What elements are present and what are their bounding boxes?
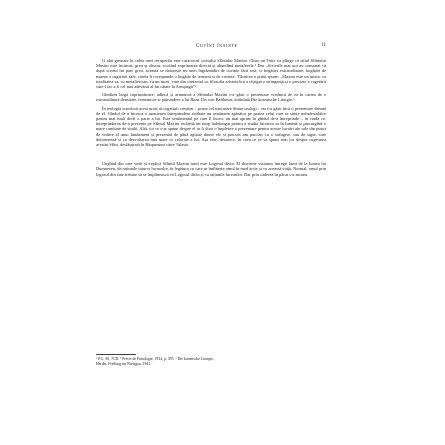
body-text bbox=[96, 58, 326, 177]
paragraph-2: Gîndirea largă cuprinzătoare, adîncă și armonică a Sfîntului Maxim s-a găsit o prezentare vrednică de ea în cartea de o extraordinară densitate, temeinicie și pătrundere a lui Hans Urs von Balthasar, intitulată Die kosmische Liturgie.³ bbox=[96, 92, 326, 103]
footnotes bbox=[96, 354, 326, 366]
paragraph-4: Unghiul din care vede și explică Sfîntul Maxim totul este Logosul divin. El discerne viziunea întregii lumi de la lumea lui Dumnezeu, de rațiunile tuturor lucrurilor, în legătura cu care se întîlnește omul în mod activ și cu această viață. Normal, omul prin logosul din sine trebuie să se împlinească cu Logosul divin și cu rațiunile lucrurilor. Dar prin căderea în păcat s-a ascuns bbox=[96, 161, 326, 177]
page-number: 11 bbox=[321, 43, 326, 48]
footnote-line-1: ¹ P.G. 90, 7CD. ² Précis de Patrologie, 1934, p. 395. ³ Die kosmische Liturgie, bbox=[96, 357, 214, 361]
paragraph-1: O altă greutate în calea unei recuperări este caracterul scrisului Sfîntului Maxim. Chiar un Fotie va plînge că stilul Sfîntului Maxim este încărcat, greu și obscur, ocolind exprimarea directă și abundînd metaforele.¹ Dar „Scrierile mai noi au constatat că după scrisul lui pare greu, aceasta se datorește nu unei îngrămădiri de cuvinte fără rost, ci bogăției extraordinare, bogăției de nuanțe a cugetării sale, căreia îi corespunde o bogăție de termeni și de cuvinte. Tîlcuirea o putut spune: „Maxim este un mistic cu totalitatea sa, cu metafizician, cu un ascet, care din contactul cu filosofia aristotelică a cîștigat o stringență și o precizie a cugetării care-l fac a fi cel mai adevărat al lui cătate la Areopagit”². bbox=[96, 58, 326, 90]
paragraph-3: În teologia ortodoxă acest urias al cugetării creștine – poate cel mai mare dintre teologi – nu s-a găsit încă o prezentare demnă de el. Gîndul de a încerca o asemenea întreprindere străbate un sentiment apăsător pe partea celui care se simte neîndestulător pentru mai mult decît o parte a lui. Este sentimentul pe care îl încerc un mai aprins în gîndul de-a întreprinde – în ciuda ce, întreprinderea de-a prezenta pe Sfîntul Maxim reclamă un timp îndelungat pentru a studia lucrarea sa în lumină și parcurgînd o mare cantitate de studii. Altă, tot ce s-ar spune despre el ar fi doar o împletire o prezentare pentru aceste lucrări ale sale din punct de vedere al unui fundament și prezentat de până agitate dintre ele și parcurs am parcurs cu o strîngere, sau de sigur, care deformează și cu dezvoltarea mai mare ce colorate a lui. Așa este, deoarece, în ceea ce se va spune mai jos despre cugetarea acestui Sfînt, desfășurată în Răspunsuri către Talasie. bbox=[96, 105, 326, 148]
page-header bbox=[96, 43, 326, 53]
footnote-line-2: Herder, Freiburg im Breisgau, 1941. bbox=[96, 361, 152, 366]
footnote-rule bbox=[96, 354, 136, 355]
running-title: Cuvînt înainte bbox=[196, 44, 238, 49]
